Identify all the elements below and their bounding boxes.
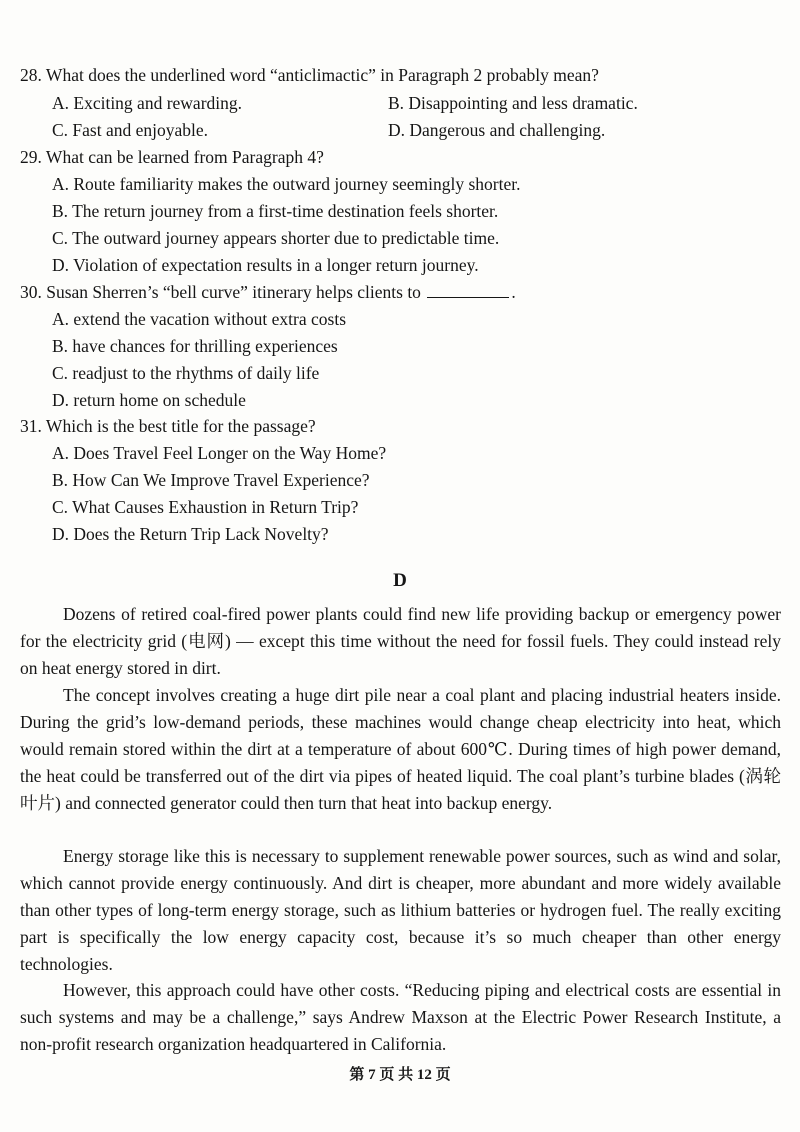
passage-paragraph-3: Energy storage like this is necessary to supplement renewable power sources, such as wind and solar, which cannot provide energy continuously. And dirt is cheaper, more abundant and more widely available than other types of long-term energy storage, such as lithium batteries or hydrogen fuel. The really exciting part is specifically the low energy capacity cost, because it’s so much cheaper than other energy technologies. [20, 846, 781, 974]
question-29-option-a: A. Route familiarity makes the outward journey seemingly shorter. [52, 174, 521, 194]
question-28-stem: 28. What does the underlined word “anticlimactic” in Paragraph 2 probably mean? [20, 65, 599, 85]
question-31-option-a: A. Does Travel Feel Longer on the Way Home? [52, 443, 387, 463]
question-30-option-d: D. return home on schedule [52, 390, 246, 410]
question-30-stem-end: . [511, 282, 516, 302]
question-30-option-c: C. readjust to the rhythms of daily life [52, 363, 320, 383]
question-29-stem: 29. What can be learned from Paragraph 4? [20, 147, 324, 167]
question-29-option-b: B. The return journey from a first-time destination feels shorter. [52, 201, 499, 221]
question-31-option-d: D. Does the Return Trip Lack Novelty? [52, 524, 329, 544]
section-heading: D [393, 570, 407, 591]
passage-paragraph-1: Dozens of retired coal-fired power plants could find new life providing backup or emergency power for the electricity grid (电网) — except this time without the need for fossil fuels. They could instead rely on heat energy stored in dirt. [20, 604, 781, 678]
answer-blank [427, 281, 509, 298]
question-30-stem-text: 30. Susan Sherren’s “bell curve” itinerary helps clients to [20, 282, 421, 302]
question-30-option-b: B. have chances for thrilling experiences [52, 336, 338, 356]
question-31-option-b: B. How Can We Improve Travel Experience? [52, 470, 370, 490]
question-29-option-c: C. The outward journey appears shorter due to predictable time. [52, 228, 500, 248]
passage-paragraph-4: However, this approach could have other costs. “Reducing piping and electrical costs are essential in such systems and may be a challenge,” says Andrew Maxson at the Electric Power Research Institute, a non-profit research organization headquartered in California. [20, 980, 781, 1054]
question-31-stem: 31. Which is the best title for the passage? [20, 416, 316, 436]
question-31-option-c: C. What Causes Exhaustion in Return Trip? [52, 497, 359, 517]
question-28-option-c: C. Fast and enjoyable. [52, 120, 209, 140]
question-30-stem [20, 279, 516, 306]
page-number: 第 7 页 共 12 页 [349, 1067, 451, 1083]
question-28-option-b: B. Disappointing and less dramatic. [388, 93, 638, 113]
question-30-option-a: A. extend the vacation without extra costs [52, 309, 347, 329]
passage-paragraph-2: The concept involves creating a huge dirt pile near a coal plant and placing industrial heaters inside. During the grid’s low-demand periods, these machines would change cheap electricity into heat, which would remain stored within the dirt at a temperature of about 600℃. During times of high power demand, the heat could be transferred out of the dirt via pipes of heated liquid. The coal plant’s turbine blades (涡轮叶片) and connected generator could then turn that heat into backup energy. [20, 685, 781, 813]
question-28-option-a: A. Exciting and rewarding. [52, 93, 243, 113]
question-29-option-d: D. Violation of expectation results in a longer return journey. [52, 255, 479, 275]
question-28-option-d: D. Dangerous and challenging. [388, 120, 606, 140]
